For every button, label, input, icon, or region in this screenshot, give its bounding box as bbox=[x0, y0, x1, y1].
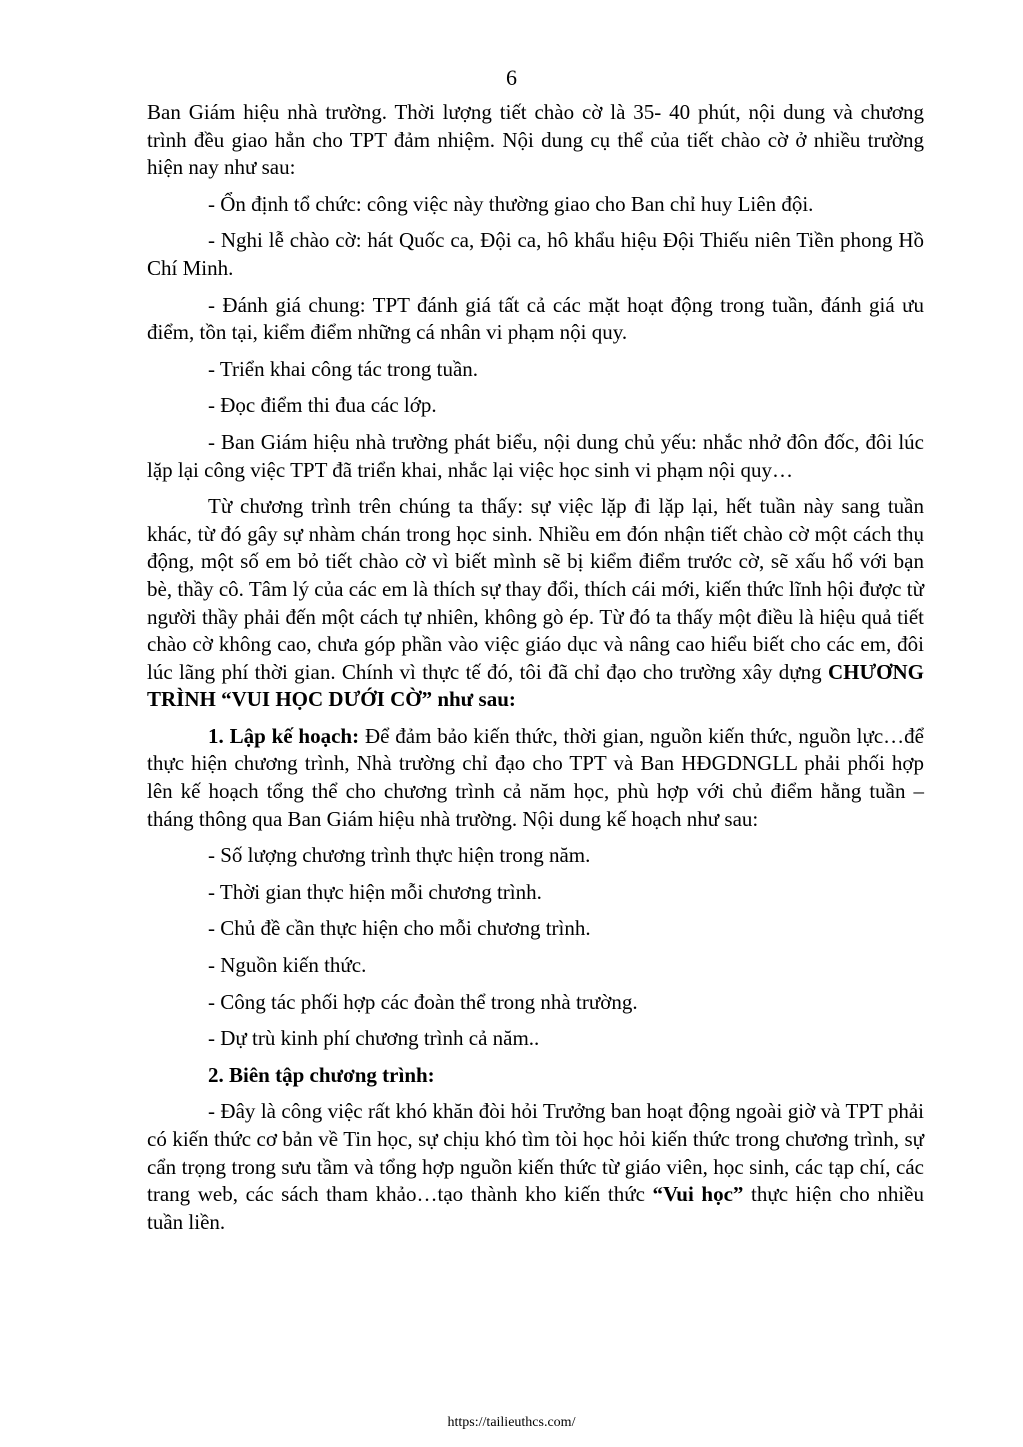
vui-hoc-term: “Vui học” bbox=[652, 1182, 744, 1207]
footer-url: https://tailieuthcs.com/ bbox=[447, 1415, 576, 1430]
heading-planning: 1. Lập kế hoạch: bbox=[208, 723, 360, 748]
program-title: CHƯƠNG TRÌNH “VUI HỌC DƯỚI CỜ” như sau: bbox=[147, 659, 925, 712]
paragraph-planning bbox=[147, 723, 924, 833]
list-item-program-time: - Thời gian thực hiện mỗi chương trình. bbox=[208, 879, 542, 904]
paragraph-intro: Ban Giám hiệu nhà trường. Thời lượng tiết chào cờ là 35- 40 phút, nội dung và chương trình đều giao hẳn cho TPT đảm nhiệm. Nội dung cụ thể của tiết chào cờ ở nhiều trường hiện nay như sau: bbox=[147, 100, 924, 180]
editing-text: - Đây là công việc rất khó khăn đòi hỏi Trưởng ban hoạt động ngoài giờ và TPT phải có kiến thức cơ bản về Tin học, sự chịu khó tìm tòi học hỏi kiến thức trong chương trình, sự cẩn trọng trong sưu tầm và tổng hợp nguồn kiến thức từ giáo viên, học sinh, các tạp chí, các trang web, các sách tham khảo…tạo thành kho kiến thức bbox=[147, 1099, 924, 1207]
list-item-ceremony: - Nghi lễ chào cờ: hát Quốc ca, Đội ca, hô khẩu hiệu Đội Thiếu niên Tiền phong Hồ Chí Minh. bbox=[147, 228, 924, 280]
paragraph-analysis bbox=[147, 493, 924, 714]
list-item-knowledge-source: - Nguồn kiến thức. bbox=[208, 953, 367, 978]
list-item-deploy-work: - Triển khai công tác trong tuần. bbox=[208, 356, 479, 381]
analysis-text: Từ chương trình trên chúng ta thấy: sự việc lặp đi lặp lại, hết tuần này sang tuần khác, từ đó gây sự nhàm chán trong học sinh. Nhiều em đón nhận tiết chào cờ một cách thụ động, một số em bỏ tiết chào cờ vì biết mình sẽ bị kiểm điểm trước cờ, sẽ xấu hổ với bạn bè, thầy cô. Tâm lý của các em là thích sự thay đổi, thích cái mới, kiến thức lĩnh hội được từ người thầy phải đến một cách tự nhiên, không gò ép. Từ đó ta thấy một điều là hiệu quả tiết chào cờ không cao, chưa góp phần vào việc giáo dục và nâng cao hiểu biết cho các em, đôi lúc lãng phí thời gian. Chính vì thực tế đó, tôi đã chỉ đạo cho trường xây dựng bbox=[147, 494, 924, 684]
list-item-budget: - Dự trù kinh phí chương trình cả năm.. bbox=[208, 1026, 540, 1051]
list-item-coordination: - Công tác phối hợp các đoàn thể trong nhà trường. bbox=[208, 989, 638, 1014]
page-number: 6 bbox=[506, 65, 517, 90]
editing-text-end: thực hiện cho nhiều tuần liền. bbox=[147, 1182, 924, 1234]
planning-text: Để đảm bảo kiến thức, thời gian, nguồn kiến thức, nguồn lực…để thực hiện chương trình, Nhà trường chỉ đạo cho TPT và Ban HĐGDNGLL phải phối hợp lên kế hoạch tổng thể cho chương trình cả năm học, phù hợp với chủ điểm hằng tuần – tháng thông qua Ban Giám hiệu nhà trường. Nội dung kế hoạch như sau: bbox=[147, 723, 925, 831]
document-body bbox=[147, 99, 924, 1236]
paragraph-editing bbox=[147, 1098, 924, 1236]
list-item-program-topic: - Chủ đề cần thực hiện cho mỗi chương trình. bbox=[208, 916, 591, 941]
list-item-evaluation: - Đánh giá chung: TPT đánh giá tất cả các mặt hoạt động trong tuần, đánh giá ưu điểm, tồn tại, kiểm điểm những cá nhân vi phạm nội quy. bbox=[147, 292, 924, 345]
list-item-principal-speech: - Ban Giám hiệu nhà trường phát biểu, nội dung chủ yếu: nhắc nhở đôn đốc, đôi lúc lặp lại công việc TPT đã triển khai, nhắc lại việc học sinh vi phạm nội quy… bbox=[147, 429, 924, 482]
heading-editing: 2. Biên tập chương trình: bbox=[208, 1062, 435, 1087]
list-item-program-count: - Số lượng chương trình thực hiện trong năm. bbox=[208, 843, 591, 868]
list-item-read-scores: - Đọc điểm thi đua các lớp. bbox=[208, 393, 437, 418]
list-item-stabilize: - Ổn định tổ chức: công việc này thường giao cho Ban chỉ huy Liên đội. bbox=[208, 191, 814, 216]
